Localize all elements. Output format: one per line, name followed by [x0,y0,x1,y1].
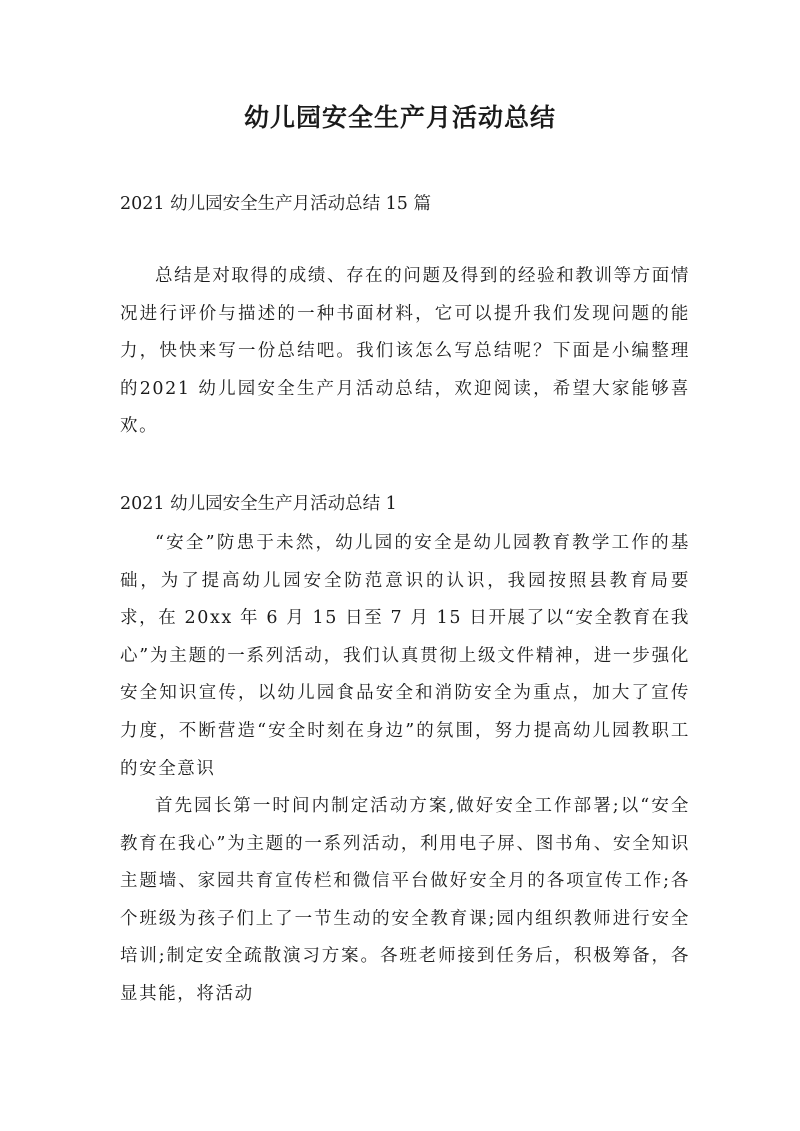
intro-paragraph: 总结是对取得的成绩、存在的问题及得到的经验和教训等方面情况进行评价与描述的一种书面材料，它可以提升我们发现问题的能力，快快来写一份总结吧。我们该怎么写总结呢？下面是小编整理的2021 幼儿园安全生产月活动总结，欢迎阅读，希望大家能够喜欢。 [120,266,690,437]
section-heading: 2021 幼儿园安全生产月活动总结 1 [120,494,397,514]
body-paragraph-2: 首先园长第一时间内制定活动方案,做好安全工作部署;以“安全教育在我心”为主题的一系列活动，利用电子屏、图书角、安全知识主题墙、家园共育宣传栏和微信平台做好安全月的各项宣传工作;各个班级为孩子们上了一节生动的安全教育课;园内组织教师进行安全培训;制定安全疏散演习方案。各班老师接到任务后，积极筹备，各显其能，将活动 [120,796,690,1004]
body-paragraph-1: “安全”防患于未然，幼儿园的安全是幼儿园教育教学工作的基础，为了提高幼儿园安全防范意识的认识，我园按照县教育局要求，在 20xx 年 6 月 15 日至 7 月 15 日开展了以“安全教育在我心”为主题的一系列活动，我们认真贯彻上级文件精神，进一步强化安全知识宣传，以幼儿园食品安全和消防安全为重点，加大了宣传力度，不断营造“安全时刻在身边”的氛围，努力提高幼儿园教职工的安全意识 [120,533,690,779]
document-subtitle: 2021 幼儿园安全生产月活动总结 15 篇 [120,194,431,214]
document-title: 幼儿园安全生产月活动总结 [243,103,556,132]
